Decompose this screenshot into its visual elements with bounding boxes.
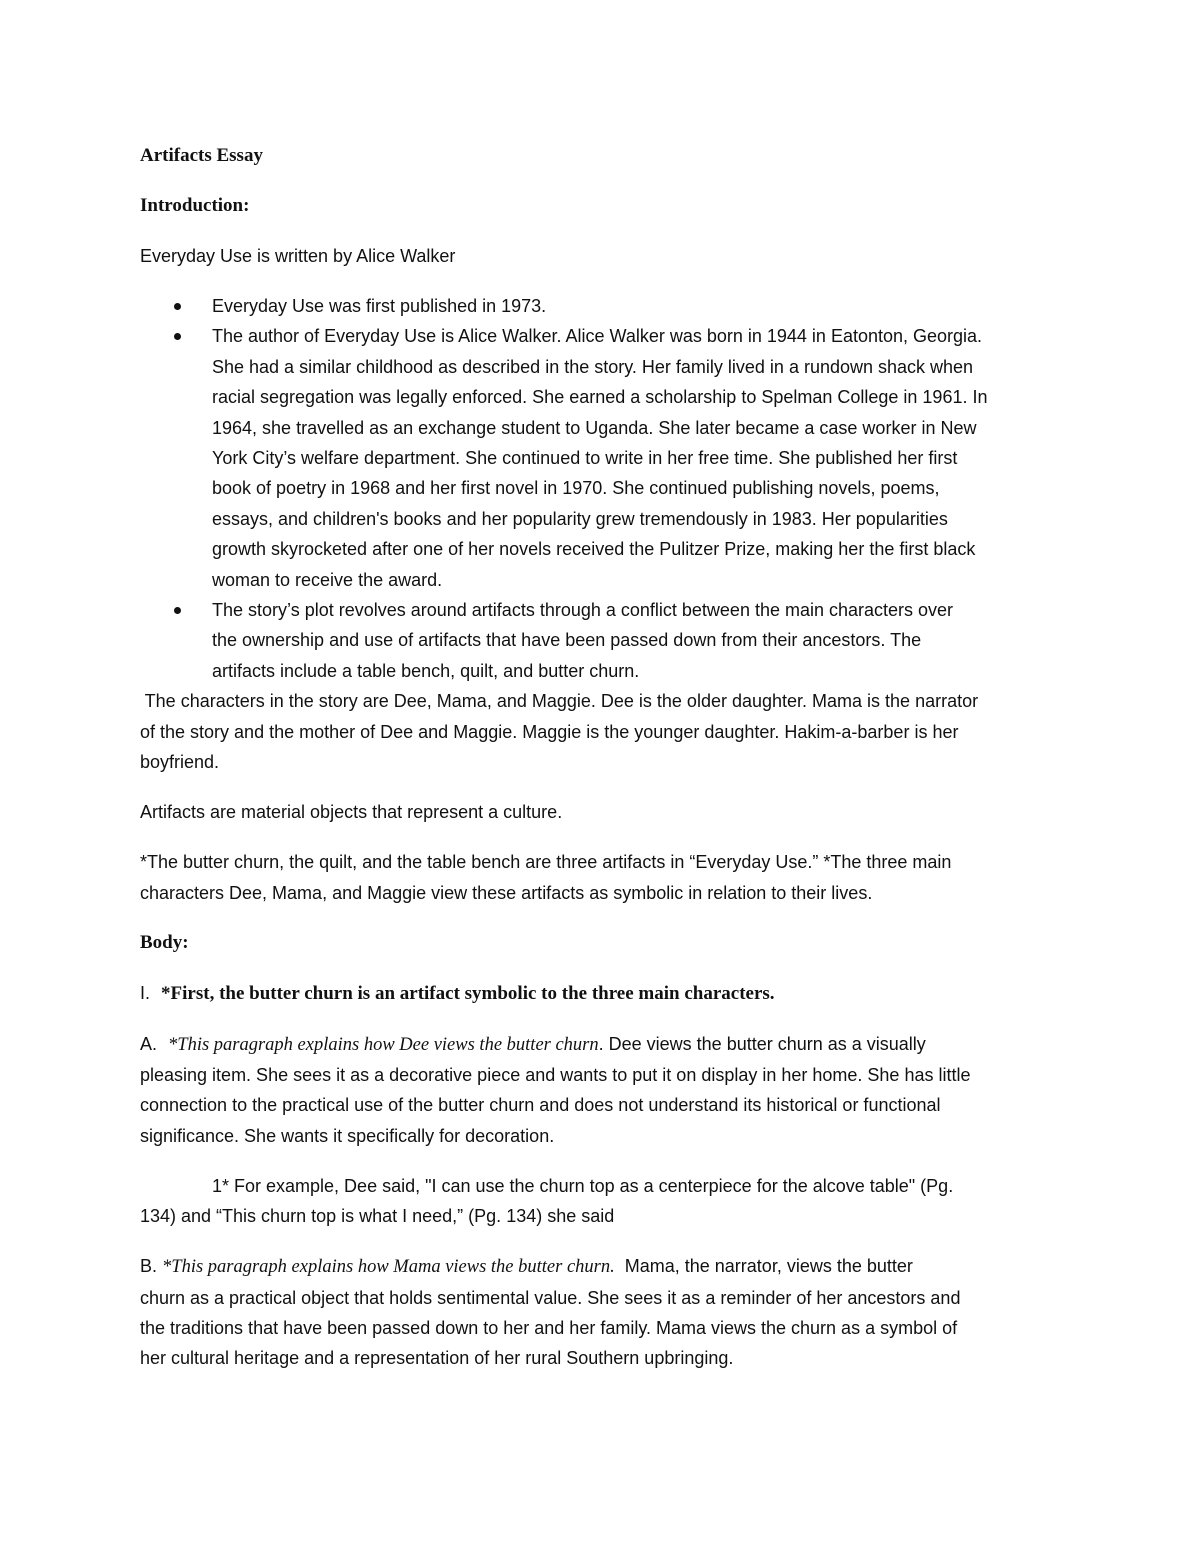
- bullet-item-author: [140, 321, 1065, 595]
- paragraph-line: significance. She wants it specifically for decoration.: [140, 1125, 555, 1146]
- paragraph-line: connection to the practical use of the butter churn and does not understand its historical or functional: [140, 1095, 941, 1116]
- document-page: [140, 141, 1065, 1374]
- introduction-heading: Introduction:: [140, 195, 250, 216]
- paragraph-a: [140, 1029, 1065, 1152]
- paragraph-first-line: [140, 1029, 1065, 1060]
- bullet-item-publication: [140, 291, 1065, 321]
- essay-title: Artifacts Essay: [140, 145, 263, 166]
- paragraph-marker: A.: [140, 1033, 158, 1054]
- paragraph-line: the traditions that have been passed down to her and her family. Mama views the churn as a symbol of: [140, 1317, 958, 1338]
- paragraph-line: *The butter churn, the quilt, and the table bench are three artifacts in “Everyday Use.” *The three main: [140, 852, 952, 873]
- bullet-line: racial segregation was legally enforced. She earned a scholarship to Spelman College in 1961. In: [212, 387, 988, 408]
- bullet-item-plot: [140, 595, 1065, 686]
- bullet-line: book of poetry in 1968 and her first novel in 1970. She continued publishing novels, poems,: [212, 478, 940, 499]
- paragraph-line: churn as a practical object that holds sentimental value. She sees it as a reminder of her ancestors and: [140, 1287, 961, 1308]
- paragraph-text: Mama, the narrator, views the butter: [614, 1256, 913, 1277]
- section-i-text: *First, the butter churn is an artifact symbolic to the three main characters.: [161, 982, 775, 1004]
- bullet-line: 1964, she travelled as an exchange student to Uganda. She later became a case worker in New: [212, 417, 977, 438]
- intro-bullet-list: [140, 291, 1065, 686]
- bullet-icon: [174, 607, 181, 614]
- bullet-line: Everyday Use was first published in 1973.: [212, 296, 547, 316]
- bullet-icon: [174, 333, 181, 340]
- example-line: 1* For example, Dee said, "I can use the churn top as a centerpiece for the alcove table" (Pg.: [212, 1175, 954, 1196]
- thesis-paragraph: [140, 847, 1065, 908]
- paragraph-marker: B.: [140, 1256, 158, 1277]
- example-line: 134) and “This churn top is what I need,” (Pg. 134) she said: [140, 1206, 615, 1227]
- intro-line: Everyday Use is written by Alice Walker: [140, 246, 456, 266]
- paragraph-line: her cultural heritage and a representation of her rural Southern upbringing.: [140, 1348, 734, 1369]
- paragraph-text: . Dee views the butter churn as a visually: [598, 1033, 926, 1054]
- paragraph-b: [140, 1251, 1065, 1374]
- paragraph-line: pleasing item. She sees it as a decorative piece and wants to put it on display in her home. She has little: [140, 1064, 971, 1085]
- bullet-line: woman to receive the award.: [212, 569, 443, 590]
- bullet-line: the ownership and use of artifacts that have been passed down from their ancestors. The: [212, 630, 922, 651]
- paragraph-line: of the story and the mother of Dee and Maggie. Maggie is the younger daughter. Hakim-a-barber is her: [140, 721, 959, 742]
- bullet-line: artifacts include a table bench, quilt, and butter churn.: [212, 660, 640, 681]
- paragraph-italic-lead: *This paragraph explains how Dee views the butter churn: [168, 1034, 599, 1055]
- paragraph-line: boyfriend.: [140, 752, 220, 773]
- example-1: [140, 1171, 1065, 1232]
- body-heading: Body:: [140, 931, 189, 953]
- paragraph-italic-lead: *This paragraph explains how Mama views the butter churn.: [162, 1257, 615, 1278]
- bullet-line: growth skyrocketed after one of her novels received the Pulitzer Prize, making her the first black: [212, 539, 976, 560]
- artifacts-definition: Artifacts are material objects that represent a culture.: [140, 802, 563, 823]
- bullet-line: The story’s plot revolves around artifacts through a conflict between the main characters over: [212, 600, 954, 621]
- paragraph-line: characters Dee, Mama, and Maggie view these artifacts as symbolic in relation to their lives.: [140, 882, 873, 903]
- bullet-line: The author of Everyday Use is Alice Walker. Alice Walker was born in 1944 in Eatonton, Georgia.: [212, 326, 983, 347]
- bullet-line: She had a similar childhood as described in the story. Her family lived in a rundown shack when: [212, 356, 974, 377]
- bullet-icon: [174, 303, 181, 310]
- paragraph-first-line: [140, 1251, 1065, 1282]
- paragraph-line: The characters in the story are Dee, Mama, and Maggie. Dee is the older daughter. Mama is the narrator: [140, 691, 979, 712]
- section-i-heading: [140, 978, 1065, 1009]
- bullet-line: essays, and children's books and her popularity grew tremendously in 1983. Her popularities: [212, 508, 948, 529]
- characters-paragraph: [140, 686, 1065, 777]
- section-marker: I.: [140, 982, 151, 1003]
- bullet-line: York City’s welfare department. She continued to write in her free time. She published her first: [212, 448, 958, 469]
